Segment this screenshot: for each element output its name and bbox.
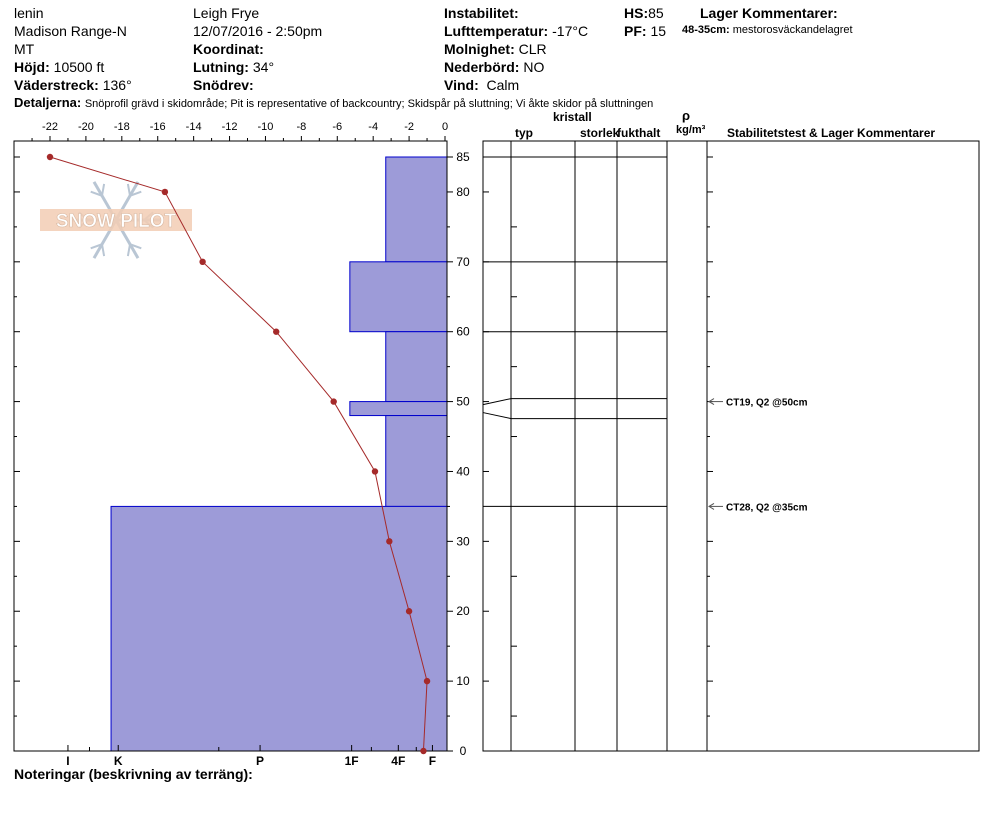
y-tick-label: 85 bbox=[456, 150, 470, 164]
stability-tests bbox=[709, 398, 808, 514]
temperature-point bbox=[162, 189, 168, 195]
temperature-point bbox=[330, 398, 336, 404]
x-tick-label: 0 bbox=[441, 121, 449, 133]
x-tick-label: -16 bbox=[149, 121, 166, 133]
x-tick-label: -14 bbox=[185, 121, 202, 133]
hardness-label: P bbox=[256, 754, 265, 768]
hardness-label: F bbox=[428, 754, 437, 768]
x-tick-label: -6 bbox=[332, 121, 343, 133]
x-tick-label: -20 bbox=[77, 121, 94, 133]
y-tick-label: 30 bbox=[456, 534, 470, 549]
y-tick-label: 70 bbox=[456, 254, 470, 269]
hardness-label: 1F bbox=[344, 754, 359, 768]
snowflake-branch bbox=[102, 184, 104, 196]
layer-comments-title: Lager Kommentarer: bbox=[700, 5, 838, 21]
snowflake-branch bbox=[128, 184, 130, 196]
temperature-point bbox=[47, 154, 53, 160]
wind: Vind: Calm bbox=[444, 77, 520, 93]
y-tick-label: 80 bbox=[456, 184, 470, 199]
coordinate: Koordinat: bbox=[193, 41, 264, 57]
details: Detaljerna: Snöprofil grävd i skidområde; Pit is representative of backcountry; Skidspår på sluttning; Vi åkte skidor på sluttningen bbox=[14, 95, 654, 110]
col-stability: Stabilitetstest & Lager Kommentarer bbox=[727, 126, 936, 140]
y-tick-label: 40 bbox=[456, 464, 470, 479]
hardness-layer bbox=[386, 332, 447, 402]
snowflake-branch bbox=[102, 244, 104, 256]
x-tick-label: -22 bbox=[42, 121, 58, 133]
y-tick-label: 10 bbox=[456, 674, 470, 689]
col-storlek: storlek bbox=[580, 126, 620, 140]
right-table-frame bbox=[483, 141, 979, 751]
temperature-axis bbox=[32, 121, 448, 141]
temperature-point bbox=[406, 608, 412, 614]
sky-cover: Molnighet: CLR bbox=[444, 41, 547, 57]
x-tick-label: -4 bbox=[368, 121, 379, 133]
slope: Lutning: 34° bbox=[193, 59, 275, 75]
temperature-point bbox=[420, 748, 426, 754]
x-tick-label: -8 bbox=[296, 121, 307, 133]
x-tick-label: -2 bbox=[404, 121, 414, 133]
hardness-label: 4F bbox=[391, 754, 406, 768]
hardness-profile bbox=[111, 157, 447, 751]
stability-test-label: CT28, Q2 @35cm bbox=[726, 502, 808, 514]
instability: Instabilitet: bbox=[444, 5, 519, 21]
layer-comment: 48-35cm: mestorosväckandelagret bbox=[682, 24, 853, 36]
hardness-label: K bbox=[113, 754, 123, 768]
terrain-notes-label: Noteringar (beskrivning av terräng): bbox=[14, 766, 253, 782]
col-typ: typ bbox=[515, 126, 533, 140]
layer-table bbox=[483, 141, 707, 751]
hardness-layer bbox=[350, 402, 447, 416]
col-density-unit: kg/m³ bbox=[676, 124, 706, 136]
temperature-point bbox=[386, 538, 392, 544]
stability-test-label: CT19, Q2 @50cm bbox=[726, 397, 808, 409]
temperature-point bbox=[199, 259, 205, 265]
snowflake-branch bbox=[128, 244, 130, 256]
elevation: Höjd: 10500 ft bbox=[14, 59, 105, 75]
aspect: Väderstreck: 136° bbox=[14, 77, 132, 93]
hardness-layer bbox=[386, 157, 447, 262]
y-tick-label: 0 bbox=[459, 744, 467, 758]
location-name: lenin bbox=[14, 5, 44, 21]
temperature-point bbox=[273, 329, 279, 335]
col-rho: ρ bbox=[682, 108, 691, 123]
watermark-text: SNOW PILOT bbox=[55, 211, 177, 232]
y-tick-label: 20 bbox=[456, 604, 470, 619]
datetime: 12/07/2016 - 2:50pm bbox=[193, 23, 323, 39]
y-tick-label: 60 bbox=[456, 324, 470, 339]
x-tick-label: -18 bbox=[113, 121, 130, 133]
precipitation: Nederbörd: NO bbox=[444, 59, 545, 75]
hardness-layer bbox=[386, 416, 447, 507]
range-name: Madison Range-N bbox=[14, 23, 127, 39]
observer: Leigh Frye bbox=[193, 5, 260, 21]
temperature-point bbox=[424, 678, 430, 684]
temperature-point bbox=[372, 468, 378, 474]
air-temperature: Lufttemperatur: -17°C bbox=[444, 23, 589, 39]
state-name: MT bbox=[14, 41, 35, 57]
hardness-layer bbox=[350, 262, 447, 332]
col-kristall: kristall bbox=[553, 110, 592, 124]
snow-height: HS:85 bbox=[624, 5, 664, 21]
x-tick-label: -12 bbox=[221, 121, 238, 133]
drift: Snödrev: bbox=[193, 77, 254, 93]
hardness-label: I bbox=[66, 754, 70, 768]
penetration-foot: PF: 15 bbox=[624, 23, 667, 39]
col-fukthalt: fukthalt bbox=[617, 126, 661, 140]
snowpilot-watermark bbox=[40, 182, 192, 258]
y-tick-label: 50 bbox=[456, 394, 470, 409]
hardness-layer bbox=[111, 506, 447, 751]
x-tick-label: -10 bbox=[257, 121, 274, 133]
